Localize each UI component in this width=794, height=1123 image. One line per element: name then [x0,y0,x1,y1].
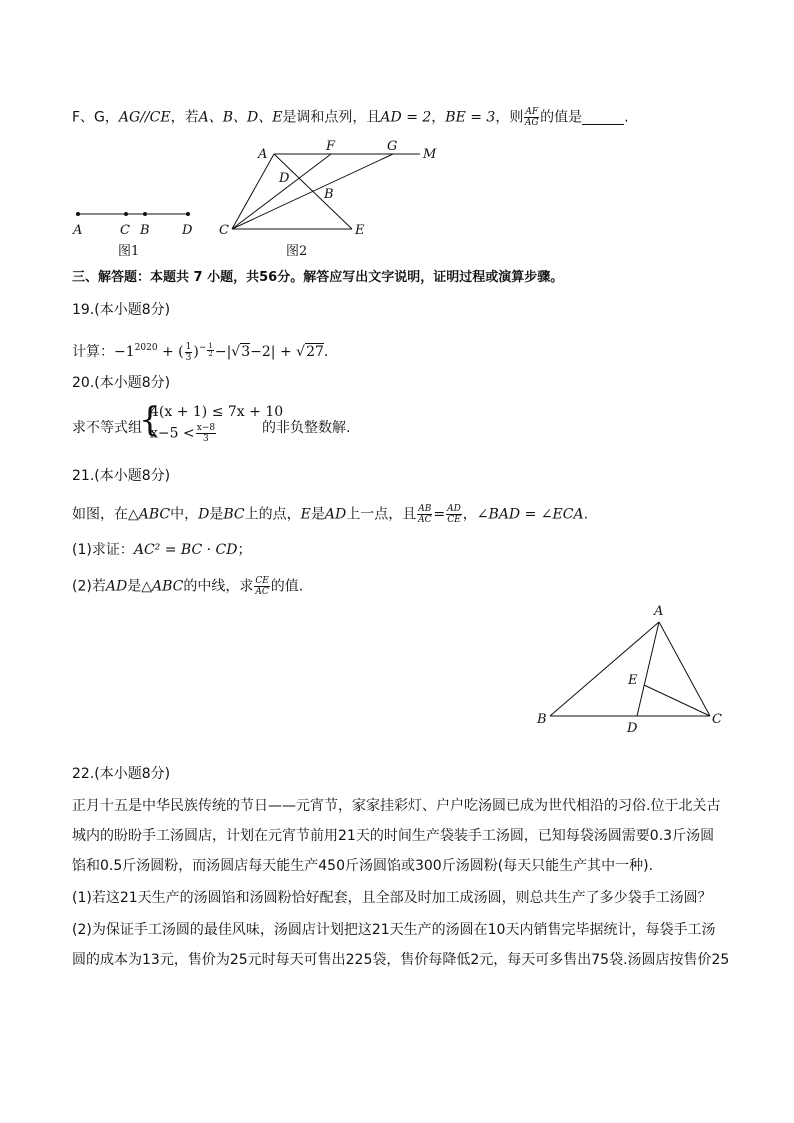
q21-math: △ABC [141,578,184,595]
fraction-denominator: 3 [203,434,209,444]
q21-text: 中， [170,506,199,523]
q21-math: ∠BAD = ∠ECA [476,506,584,523]
q19-text: 计算： [72,344,114,360]
q18-text: ，若 [170,109,199,126]
q21-math: AD [324,506,347,523]
q19-math: . [323,344,329,360]
fraction-denominator: AC [255,587,269,597]
q21-math: E [300,506,311,523]
q21-math: = [433,506,446,523]
q22-line: 正月十五是中华民族传统的节日——元宵节，家家挂彩灯、户户吃汤圆已成为世代相沿的习俗.位于北关古 [72,798,721,814]
q18-text: ，则 [495,109,524,126]
q18-line [72,107,629,128]
point-label-c: C [219,223,229,238]
point-label-d: D [182,223,193,238]
q19-exponent [198,342,215,358]
fraction-denominator: AC [418,515,432,525]
q20-text: 的非负整数解. [262,420,351,436]
figure-triangle [520,595,760,740]
q21-text: 上一点，且 [346,506,417,523]
figure-1 [72,212,193,259]
q20-inequality-2 [150,423,217,444]
point-label-d: D [279,171,290,186]
q21-math: AD [105,578,128,595]
q18-text: 是调和点列，且 [282,109,381,126]
question-22-header: 22.(本小题8分) [72,766,171,782]
fraction-denominator: CE [447,515,461,525]
q19-radicand: 3 [241,344,251,360]
q22-line: 城内的盼盼手工汤圆店，计划在元宵节前用21天的时间生产袋装手工汤圆，已知每袋汤圆需要0.3斤汤圆 [72,828,715,844]
point-label-b: B [537,712,547,727]
q21-math: △ABC [128,506,171,523]
question-21-header: 21.(本小题8分) [72,468,171,484]
fraction-denominator: 3 [185,352,192,363]
q19-math: −2| + √ [250,344,306,360]
fraction-numerator: 1 [208,342,213,350]
point-label-c: C [120,223,130,238]
q21-part-2 [72,576,303,597]
fraction-denominator: 2 [208,350,213,358]
triangle-lines [550,622,710,716]
q18-math: A、B、D、E [198,109,283,126]
question-19-expression [72,338,328,363]
q19-math: −1 [114,344,135,360]
q21-math: AC² = BC · CD [133,542,238,558]
figure-2-caption: 图2 [286,244,308,259]
q21-math: D [198,506,210,523]
q21-text: 是 [209,506,224,523]
q19-fraction [185,342,193,363]
fraction-numerator: AD [447,504,461,514]
q21-fraction [254,576,269,597]
section-title: 三、解答题：本题共 7 小题，共56分。解答应写出文字说明，证明过程或演算步骤。 [72,270,564,285]
point-label-d: D [627,721,638,736]
point-label-a: A [258,147,268,162]
fraction-numerator: AF [525,107,539,117]
figures-1-2 [0,130,794,265]
q21-text: (1)求证： [72,542,134,558]
q18-text: 的值是 [540,109,583,126]
q21-text: 的值. [270,578,304,595]
q22-line: 圆的成本为13元，售价为25元时每天可售出225袋，售价每降低2元，每天可多售出75袋.汤圆店按售价25 [72,952,730,968]
q21-text: 是 [127,578,142,595]
q21-text: ； [237,542,252,558]
fraction-denominator: AG [524,118,539,128]
q19-exponent-fraction [207,343,213,358]
system-brace: { [139,400,161,440]
q21-text: 是 [310,506,325,523]
q19-exponent: 2020 [134,343,158,353]
point-label-b: B [140,223,150,238]
point-label-g: G [387,139,398,154]
q20-fraction [196,423,216,444]
point-label-e: E [628,673,638,688]
figure-2-labels [219,139,437,259]
q18-text: F、G， [72,109,119,126]
question-20-header: 20.(本小题8分) [72,375,171,391]
q21-math: BC [223,506,245,523]
fraction-numerator: 1 [185,341,192,352]
q19-math: −|√ [214,344,241,360]
q18-text: . [624,109,629,126]
q22-line: (2)为保证手工汤圆的最佳风味，汤圆店计划把这21天生产的汤圆在10天内销售完毕据统计，每袋手工汤 [72,922,716,938]
question-19-header: 19.(本小题8分) [72,302,171,318]
q21-text: 如图，在 [72,506,128,523]
q21-statement [72,504,588,525]
point-label-b: B [324,187,334,202]
fraction-numerator: AB [418,504,432,514]
fraction-numerator: CE [255,576,269,586]
q20-intro: 求不等式组 [72,420,142,436]
q18-math: AD = 2 [380,109,432,126]
q18-math: AG//CE [118,109,171,126]
point-label-e: E [355,223,365,238]
q21-fraction [417,504,432,525]
q21-text: 的中线，求 [183,578,254,595]
q18-fraction [524,107,539,128]
q19-math: ) [193,344,199,360]
fraction-numerator: x−8 [196,423,216,433]
point-label-a: A [73,223,83,238]
q19-math: + ( [157,344,184,360]
q19-exponent-sign: − [198,343,207,353]
figure-1-caption: 图1 [118,244,140,259]
q21-part-1 [72,540,251,560]
q21-fraction [446,504,462,525]
point-label-f: F [326,139,336,154]
q20-math: x−5 < [150,425,195,442]
q18-math: BE = 3 [445,109,496,126]
answer-blank[interactable] [582,110,624,125]
q21-text: (2)若 [72,578,106,595]
q20-inequality-1: 4(x + 1) ≤ 7x + 10 [150,404,284,420]
q22-line: 馅和0.5斤汤圆粉，而汤圆店每天能生产450斤汤圆馅或300斤汤圆粉(每天只能生产其中一种). [72,858,654,874]
point-label-m: M [423,147,437,162]
q21-text: . [583,506,589,523]
point-label-a: A [654,604,664,619]
q21-text: 上的点， [244,506,301,523]
q18-text: ， [431,109,446,126]
q22-line: (1)若这21天生产的汤圆馅和汤圆粉恰好配套，且全部及时加工成汤圆，则总共生产了多少袋手工汤圆？ [72,890,712,906]
q19-radicand: 27 [306,344,324,360]
point-label-c: C [712,712,722,727]
q21-text: ， [462,506,477,523]
